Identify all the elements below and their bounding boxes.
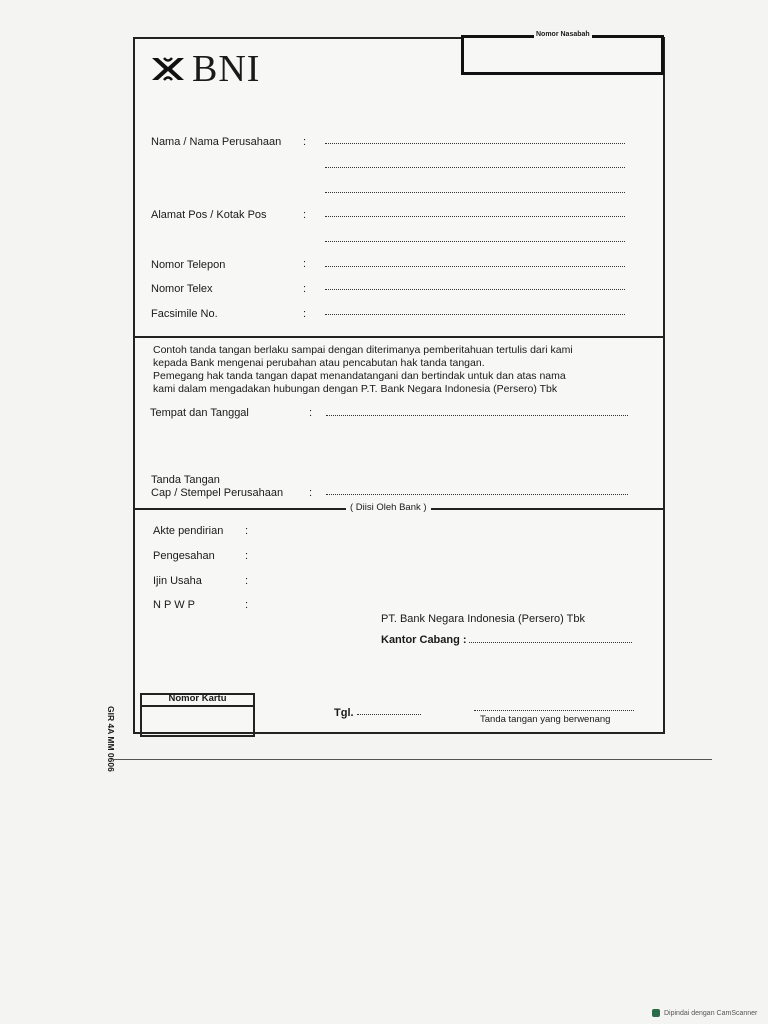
colon: : <box>303 258 307 270</box>
cut-line <box>112 759 712 760</box>
customer-number-box[interactable] <box>461 35 664 75</box>
phone-line[interactable] <box>325 266 625 267</box>
colon: : <box>303 308 307 320</box>
camscanner-icon <box>652 1009 660 1017</box>
brand-name: BNI <box>192 48 261 90</box>
bank-section-title: ( Diisi Oleh Bank ) <box>346 502 431 513</box>
branch-label: Kantor Cabang : <box>381 634 467 646</box>
form-code: GIR 4A MM 0606 <box>106 706 116 772</box>
signature-paragraph-line-1: Contoh tanda tangan berlaku sampai dengan diterimanya pemberitahuan tertulis dari kami <box>153 344 573 356</box>
colon: : <box>245 575 249 587</box>
colon: : <box>245 550 249 562</box>
section-divider-1 <box>133 336 665 338</box>
address-line-1[interactable] <box>325 216 625 217</box>
address-line-2[interactable] <box>325 241 625 242</box>
colon: : <box>245 599 249 611</box>
signature-label-line-2: Cap / Stempel Perusahaan <box>151 487 284 499</box>
date-label: Tgl. <box>334 707 354 719</box>
address-label: Alamat Pos / Kotak Pos <box>151 209 267 221</box>
ratification-label: Pengesahan <box>153 550 215 562</box>
signature-line[interactable] <box>326 494 628 495</box>
customer-number-label: Nomor Nasabah <box>536 31 590 38</box>
bank-name: PT. Bank Negara Indonesia (Persero) Tbk <box>381 613 586 625</box>
company-name-line-1[interactable] <box>325 143 625 144</box>
colon: : <box>245 525 249 537</box>
telex-label: Nomor Telex <box>151 283 213 295</box>
date-line[interactable] <box>357 714 421 715</box>
business-license-label: Ijin Usaha <box>153 575 202 587</box>
bni-logo <box>150 50 260 88</box>
signature-paragraph-line-2: kepada Bank mengenai perubahan atau pencabutan hak tanda tangan. <box>153 357 485 369</box>
deed-label: Akte pendirian <box>153 525 224 537</box>
npwp-label: N P W P <box>153 599 195 611</box>
authorized-signature-line[interactable] <box>474 710 634 711</box>
company-name-line-2[interactable] <box>325 167 625 168</box>
signature-paragraph-line-4: kami dalam mengadakan hubungan dengan P.T. Bank Negara Indonesia (Persero) Tbk <box>153 383 558 395</box>
colon: : <box>309 407 313 419</box>
card-number-label: Nomor Kartu <box>140 693 255 707</box>
signature-paragraph-line-3: Pemegang hak tanda tangan dapat menandatangani dan bertindak untuk dan atas nama <box>153 370 566 382</box>
fax-line[interactable] <box>325 314 625 315</box>
place-date-label: Tempat dan Tanggal <box>150 407 249 419</box>
signature-label-line-1: Tanda Tangan <box>151 474 220 486</box>
bni-emblem-icon <box>150 54 186 84</box>
phone-label: Nomor Telepon <box>151 259 226 271</box>
branch-line[interactable] <box>469 642 632 643</box>
telex-line[interactable] <box>325 289 625 290</box>
scanner-watermark <box>652 1009 757 1017</box>
scanner-text: Dipindai dengan CamScanner <box>664 1009 758 1017</box>
colon: : <box>303 283 307 295</box>
place-date-line[interactable] <box>326 415 628 416</box>
colon: : <box>303 209 307 221</box>
fax-label: Facsimile No. <box>151 308 218 320</box>
colon: : <box>303 136 307 148</box>
colon: : <box>309 487 313 499</box>
company-name-line-3[interactable] <box>325 192 625 193</box>
authorized-signature-label: Tanda tangan yang berwenang <box>480 714 611 725</box>
company-name-label: Nama / Nama Perusahaan <box>151 136 282 148</box>
